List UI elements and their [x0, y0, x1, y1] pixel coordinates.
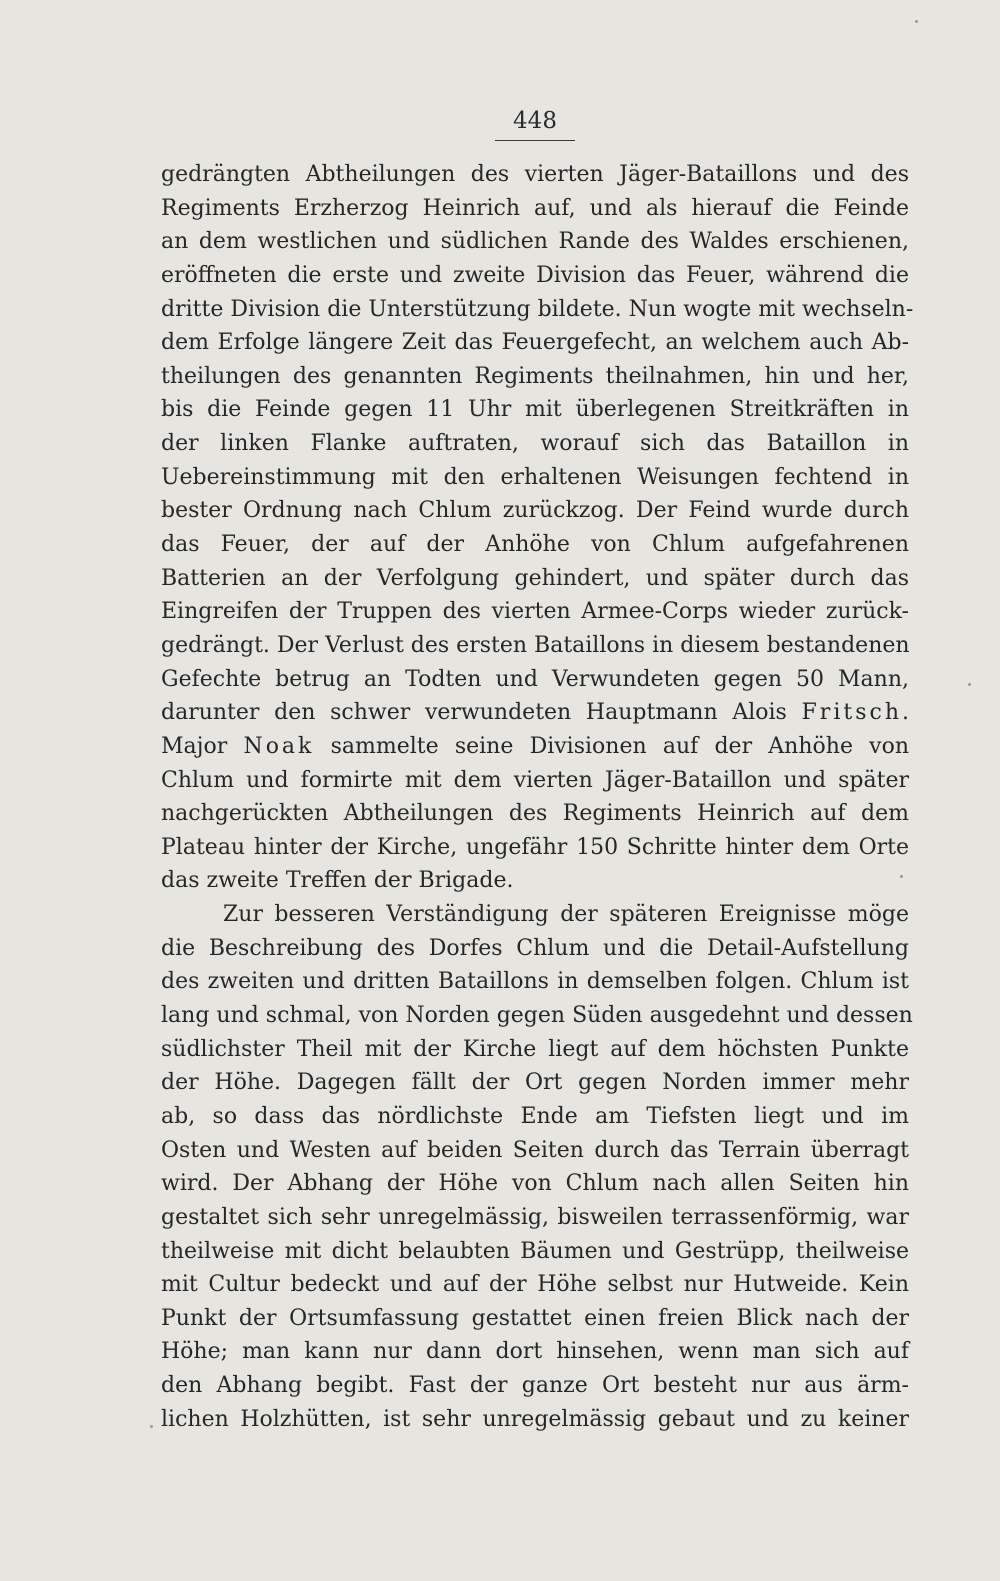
text-line: bester Ordnung nach Chlum zurückzog. Der Feind wurde durch	[161, 498, 909, 524]
text-line: der linken Flanke auftraten, worauf sich das Bataillon in	[161, 431, 909, 457]
text-line: theilweise mit dicht belaubten Bäumen und Gestrüpp, theilweise	[161, 1238, 909, 1264]
text-line: Regiments Erzherzog Heinrich auf, und als hierauf die Feinde	[161, 195, 909, 221]
text-line: Batterien an der Verfolgung gehindert, und später durch das	[161, 565, 909, 591]
text-segment: sammelte seine Divisionen auf der Anhöhe von	[314, 733, 910, 759]
text-line	[161, 730, 909, 764]
text-line: Zur besseren Verständigung der späteren Ereignisse möge	[223, 902, 909, 928]
text-segment: Major	[161, 733, 244, 759]
text-line: Punkt der Ortsumfassung gestattet einen freien Blick nach der	[161, 1305, 909, 1331]
paragraph-1	[161, 158, 914, 898]
text-line: mit Cultur bedeckt und auf der Höhe selbst nur Hutweide. Kein	[161, 1272, 909, 1298]
paper-speck	[915, 20, 918, 23]
text-line: die Beschreibung des Dorfes Chlum und die Detail-Aufstellung	[161, 935, 909, 961]
text-line: südlichster Theil mit der Kirche liegt auf dem höchsten Punkte	[161, 1036, 909, 1062]
text-segment: darunter den schwer verwundeten Hauptmann Alois	[161, 700, 802, 726]
text-line: Uebereinstimmung mit den erhaltenen Weisungen fechtend in	[161, 464, 909, 490]
text-line: das zweite Treffen der Brigade.	[161, 868, 514, 894]
text-segment: .	[902, 700, 909, 726]
text-line: Höhe; man kann nur dann dort hinsehen, wenn man sich auf	[161, 1339, 909, 1365]
text-line: bis die Feinde gegen 11 Uhr mit überlegenen Streitkräften in	[161, 397, 909, 423]
text-line: dem Erfolge längere Zeit das Feuergefecht, an welchem auch Ab-	[161, 330, 909, 356]
text-line: Plateau hinter der Kirche, ungefähr 150 Schritte hinter dem Orte	[161, 834, 909, 860]
text-line: nachgerückten Abtheilungen des Regiments Heinrich auf dem	[161, 801, 909, 827]
text-line: gedrängt. Der Verlust des ersten Bataillons in diesem bestandenen	[161, 632, 910, 658]
paper-speck	[900, 875, 903, 878]
text-line: dritte Division die Unterstützung bildete. Nun wogte mit wechseln-	[161, 296, 914, 322]
paper-speck	[968, 683, 971, 686]
spaced-name-fritsch: Fritsch	[801, 700, 902, 726]
text-line: Gefechte betrug an Todten und Verwundeten gegen 50 Mann,	[161, 666, 909, 692]
text-line: Chlum und formirte mit dem vierten Jäger-Bataillon und später	[161, 767, 909, 793]
text-line: das Feuer, der auf der Anhöhe von Chlum aufgefahrenen	[161, 532, 909, 558]
text-line: ab, so dass das nördlichste Ende am Tiefsten liegt und im	[161, 1103, 909, 1129]
text-line: des zweiten und dritten Bataillons in demselben folgen. Chlum ist	[161, 969, 909, 995]
text-line: lichen Holzhütten, ist sehr unregelmässig gebaut und zu keiner	[161, 1406, 909, 1432]
paragraph-2	[161, 898, 913, 1436]
text-line: gedrängten Abtheilungen des vierten Jäger-Bataillons und des	[161, 162, 909, 187]
text-line: Osten und Westen auf beiden Seiten durch das Terrain überragt	[161, 1137, 909, 1163]
page-number: 448	[495, 108, 575, 141]
text-line: gestaltet sich sehr unregelmässig, bisweilen terrassenförmig, war	[161, 1204, 909, 1230]
text-line: eröffneten die erste und zweite Division das Feuer, während die	[161, 262, 909, 288]
text-line: theilungen des genannten Regiments theilnahmen, hin und her,	[161, 363, 909, 389]
spaced-name-noak: Noak	[243, 733, 315, 759]
text-line: der Höhe. Dagegen fällt der Ort gegen Norden immer mehr	[161, 1070, 909, 1096]
text-line: wird. Der Abhang der Höhe von Chlum nach allen Seiten hin	[161, 1171, 909, 1197]
text-line: Eingreifen der Truppen des vierten Armee-Corps wieder zurück-	[161, 599, 909, 625]
text-line: den Abhang begibt. Fast der ganze Ort besteht nur aus ärm-	[161, 1373, 909, 1399]
text-line: an dem westlichen und südlichen Rande des Waldes erschienen,	[161, 229, 909, 255]
body-text	[161, 158, 914, 1436]
paper-speck	[150, 1425, 153, 1428]
text-line	[161, 696, 909, 730]
text-line: lang und schmal, von Norden gegen Süden ausgedehnt und dessen	[161, 1003, 913, 1029]
